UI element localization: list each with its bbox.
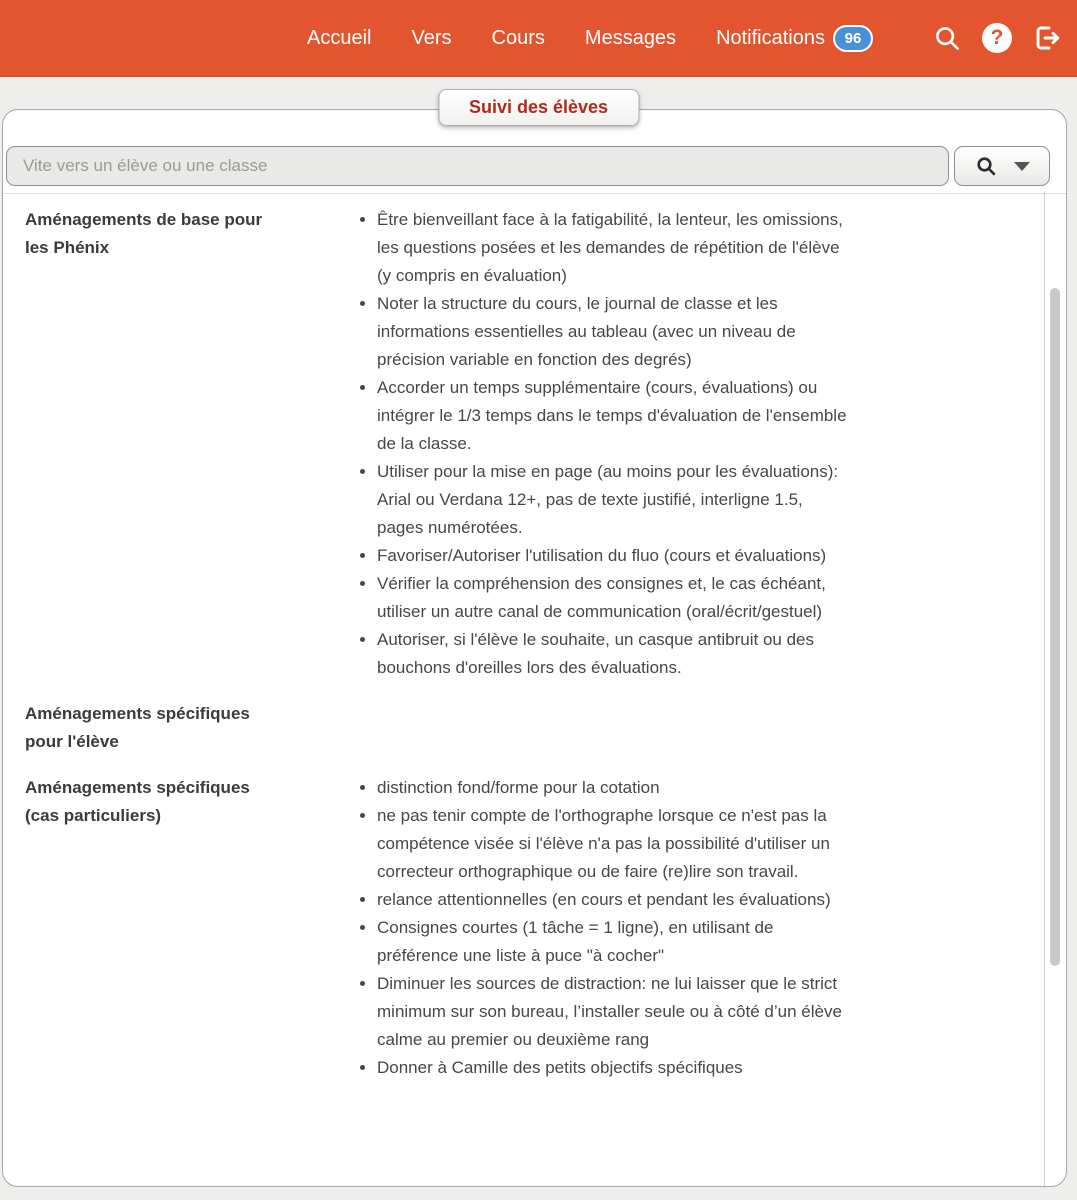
magnifier-icon xyxy=(974,154,998,178)
bullet-item: • Noter la structure du cours, le journal de classe et les informations essentielles au tableau (avec un niveau de précision variable en fonction des degrés) xyxy=(377,290,847,374)
accommodation-row xyxy=(25,700,1026,756)
nav-item-cours[interactable]: Cours xyxy=(491,26,545,49)
bullet-item: • ne pas tenir compte de l'orthographe lorsque ce n'est pas la compétence visée si l'élève n'a pas la possibilité d'utiliser un correcteur orthographique ou de faire (re)lire son travail. xyxy=(377,802,847,886)
search-submit-button[interactable] xyxy=(954,146,1050,186)
section-title: Aménagements spécifiques pour l'élève xyxy=(25,704,250,751)
bullet-item: • distinction fond/forme pour la cotation xyxy=(377,774,847,802)
bullet-item: • Donner à Camille des petits objectifs spécifiques xyxy=(377,1054,847,1082)
chevron-down-icon xyxy=(1014,162,1030,171)
quick-search-input[interactable] xyxy=(6,146,949,186)
bullet-item: • Consignes courtes (1 tâche = 1 ligne), en utilisant de préférence une liste à puce "à cocher" xyxy=(377,914,847,970)
nav-item-notifications[interactable] xyxy=(716,25,873,52)
quick-search-row xyxy=(6,146,1050,186)
bullet-list xyxy=(355,774,847,1082)
bullet-item: • Autoriser, si l'élève le souhaite, un casque antibruit ou des bouchons d'oreilles lors des évaluations. xyxy=(377,626,847,682)
bullet-item: • relance attentionnelles (en cours et pendant les évaluations) xyxy=(377,886,847,914)
logout-icon[interactable] xyxy=(1031,22,1063,54)
bullet-item: • Diminuer les sources de distraction: ne lui laisser que le strict minimum sur son bureau, l’installer seule ou à côté d’un élève calme au premier ou deuxième rang xyxy=(377,970,847,1054)
section-title: Aménagements spécifiques (cas particuliers) xyxy=(25,778,250,825)
accommodation-row xyxy=(25,774,1026,1082)
tab-label: Suivi des élèves xyxy=(468,97,609,117)
nav-item-messages[interactable]: Messages xyxy=(584,26,677,49)
student-tracking-panel xyxy=(2,109,1067,1187)
bullet-item: • Favoriser/Autoriser l'utilisation du fluo (cours et évaluations) xyxy=(377,542,847,570)
accommodation-row xyxy=(25,206,1026,682)
content-rows xyxy=(3,194,1066,1082)
tab-suivi-des-eleves[interactable] xyxy=(438,89,639,126)
search-icon[interactable] xyxy=(931,22,963,54)
nav-item-accueil[interactable]: Accueil xyxy=(307,26,372,49)
bullet-list xyxy=(355,206,847,682)
bullet-item: • Utiliser pour la mise en page (au moins pour les évaluations): Arial ou Verdana 12+, pas de texte justifié, interligne 1.5, pages numérotées. xyxy=(377,458,847,542)
scrollbar-thumb[interactable] xyxy=(1050,288,1060,966)
help-icon[interactable] xyxy=(981,22,1013,54)
top-navbar xyxy=(0,0,1077,77)
notifications-label[interactable]: Notifications xyxy=(716,26,825,49)
scrollbar-track xyxy=(1044,191,1045,1186)
bullet-item: • Vérifier la compréhension des consignes et, le cas échéant, utiliser un autre canal de communication (oral/écrit/gestuel) xyxy=(377,570,847,626)
notifications-count-badge: 96 xyxy=(833,25,873,52)
help-question-mark: ? xyxy=(982,23,1012,53)
nav-item-vers[interactable]: Vers xyxy=(411,26,452,49)
bullet-item: • Être bienveillant face à la fatigabilité, la lenteur, les omissions, les questions posées et les demandes de répétition de l'élève (y compris en évaluation) xyxy=(377,206,847,290)
bullet-item: • Accorder un temps supplémentaire (cours, évaluations) ou intégrer le 1/3 temps dans le temps d'évaluation de l'ensemble de la classe. xyxy=(377,374,847,458)
section-title: Aménagements de base pour les Phénix xyxy=(25,210,263,257)
